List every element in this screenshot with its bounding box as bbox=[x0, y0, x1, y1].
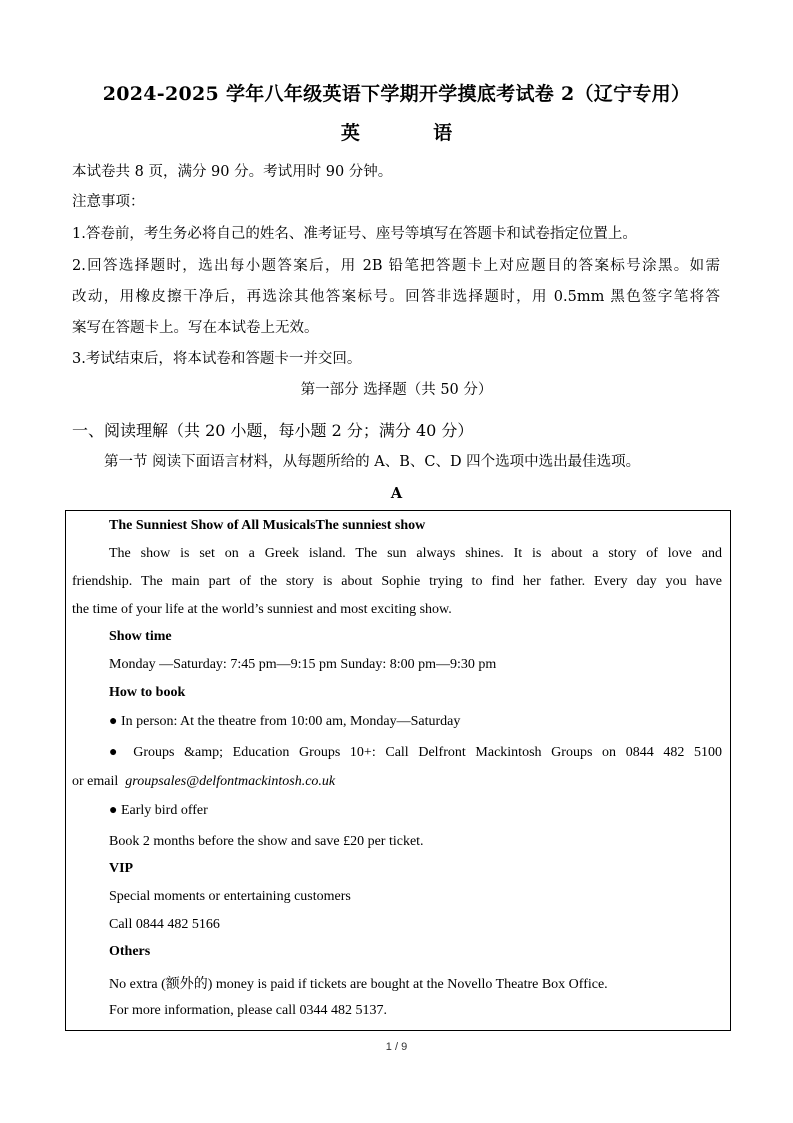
notice-item-2-line-3: 案写在答题卡上。写在本试卷上无效。 bbox=[72, 320, 319, 336]
exam-title: 2024-2025 学年八年级英语下学期开学摸底考试卷 2（辽宁专用） bbox=[102, 83, 691, 105]
booking-email-line bbox=[72, 774, 335, 790]
passage-box bbox=[65, 510, 731, 1031]
more-information: For more information, please call 0344 482 5137. bbox=[109, 1003, 387, 1018]
how-to-book-label: How to book bbox=[109, 685, 186, 700]
passage-heading: The Sunniest Show of All MusicalsThe sunniest show bbox=[109, 518, 426, 533]
early-bird-offer: Book 2 months before the show and save £20 per ticket. bbox=[109, 834, 424, 849]
subject-char-2: 语 bbox=[433, 122, 453, 144]
notice-label: 注意事项： bbox=[72, 194, 145, 210]
notice-item-1: 1.答卷前，考生务必将自己的姓名、准考证号、座号等填写在答题卡和试卷指定位置上。 bbox=[72, 226, 637, 242]
exam-intro: 本试卷共 8 页，满分 90 分。考试用时 90 分钟。 bbox=[72, 164, 393, 180]
booking-in-person: ● In person: At the theatre from 10:00 am, Monday—Saturday bbox=[109, 714, 461, 729]
booking-groups: ● Groups &amp; Education Groups 10+: Call Delfront Mackintosh Groups on 0844 482 5100 bbox=[109, 745, 722, 760]
vip-description: Special moments or entertaining customers bbox=[109, 889, 351, 904]
booking-early-bird: ● Early bird offer bbox=[109, 803, 208, 818]
notice-item-3: 3.考试结束后，将本试卷和答题卡一并交回。 bbox=[72, 351, 362, 367]
reading-instruction: 第一节 阅读下面语言材料，从每题所给的 A、B、C、D 四个选项中选出最佳选项。 bbox=[104, 454, 641, 470]
show-time: Monday —Saturday: 7:45 pm—9:15 pm Sunday: 8:00 pm—9:30 pm bbox=[109, 657, 497, 672]
reading-title: 一、阅读理解（共 20 小题，每小题 2 分；满分 40 分） bbox=[72, 421, 474, 440]
part-title: 第一部分 选择题（共 50 分） bbox=[300, 382, 493, 398]
notice-item-2-line-2: 改动，用橡皮擦干净后，再选涂其他答案标号。回答非选择题时，用 0.5mm 黑色签字笔将答 bbox=[72, 289, 720, 305]
vip-label: VIP bbox=[109, 861, 134, 876]
subject-heading bbox=[0, 118, 793, 145]
passage-label: A bbox=[390, 485, 403, 502]
page-number: 1 / 9 bbox=[385, 1041, 408, 1053]
passage-intro-line-1: The show is set on a Greek island. The sun always shines. It is about a story of love and bbox=[109, 546, 722, 561]
others-label: Others bbox=[109, 944, 151, 959]
vip-call: Call 0844 482 5166 bbox=[109, 917, 220, 932]
others-description: No extra (额外的) money is paid if tickets are bought at the Novello Theatre Box Office. bbox=[109, 977, 608, 992]
passage-intro-line-2: friendship. The main part of the story is about Sophie trying to find her father. Every day you have bbox=[72, 574, 722, 589]
show-time-label: Show time bbox=[109, 629, 172, 644]
booking-email: groupsales@delfontmackintosh.co.uk bbox=[125, 774, 336, 789]
passage-intro-line-3: the time of your life at the world’s sunniest and most exciting show. bbox=[72, 602, 452, 617]
subject-char-1: 英 bbox=[340, 122, 360, 144]
notice-item-2-line-1: 2.回答选择题时，选出每小题答案后，用 2B 铅笔把答题卡上对应题目的答案标号涂黑。如需 bbox=[72, 258, 720, 274]
booking-email-or: or email bbox=[72, 774, 119, 789]
